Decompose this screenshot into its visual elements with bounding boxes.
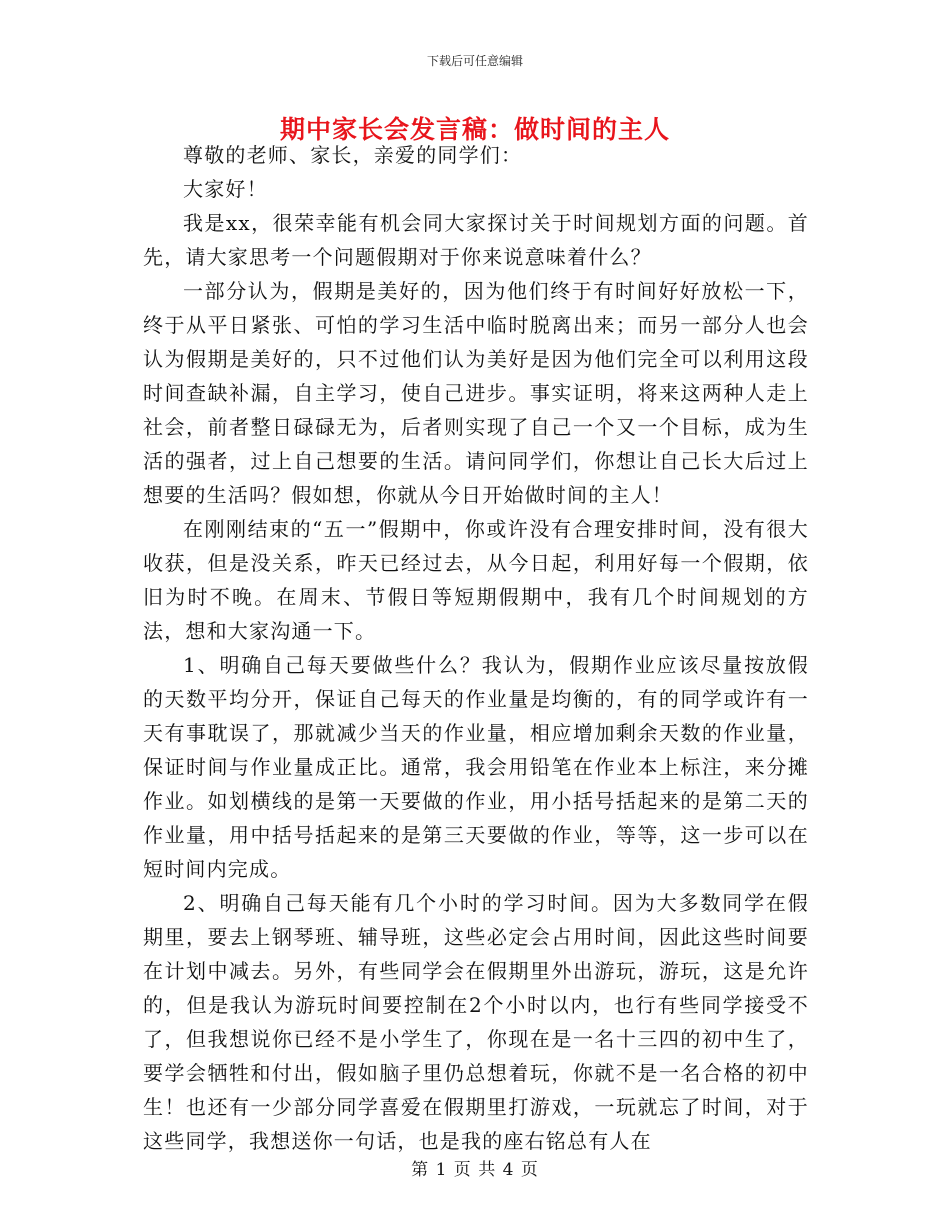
document-title: 期中家长会发言稿：做时间的主人 <box>279 115 670 144</box>
paragraph-may-day: 在刚刚结束的“五一”假期中，你或许没有合理安排时间，没有很大收获，但是没关系，昨天已经过去，从今日起，利用好每一个假期，依旧为时不晚。在周末、节假日等短期假期中，我有几个时间规划的方法，想和大家沟通一下。 <box>143 517 809 643</box>
paragraph-salutation: 尊敬的老师、家长，亲爱的同学们： <box>183 143 523 167</box>
paragraph-method-1: 1、明确自己每天要做些什么？我认为，假期作业应该尽量按放假的天数平均分开，保证自己每天的作业量是均衡的，有的同学或许有一天有事耽误了，那就减少当天的作业量，相应增加剩余天数的作业量，保证时间与作业量成正比。通常，我会用铅笔在作业本上标注，来分摊作业。如划横线的是第一天要做的作业，用小括号括起来的是第二天的作业量，用中括号括起来的是第三天要做的作业，等等，这一步可以在短时间内完成。 <box>143 653 809 881</box>
paragraph-method-2: 2、明确自己每天能有几个小时的学习时间。因为大多数同学在假期里，要去上钢琴班、辅导班，这些必定会占用时间，因此这些时间要在计划中减去。另外，有些同学会在假期里外出游玩，游玩，这是允许的，但是我认为游玩时间要控制在2个小时以内，也行有些同学接受不了，但我想说你已经不是小学生了，你现在是一名十三四的初中生了，要学会牺牲和付出，假如脑子里仍总想着玩，你就不是一名合格的初中生！也还有一少部分同学喜爱在假期里打游戏，一玩就忘了时间，对于这些同学，我想送你一句话，也是我的座右铭总有人在 <box>143 891 809 1153</box>
paragraph-vacation-views: 一部分认为，假期是美好的，因为他们终于有时间好好放松一下，终于从平日紧张、可怕的学习生活中临时脱离出来；而另一部分人也会认为假期是美好的，只不过他们认为美好是因为他们完全可以利用这段时间查缺补漏，自主学习，使自己进步。事实证明，将来这两种人走上社会，前者整日碌碌无为，后者则实现了自己一个又一个目标，成为生活的强者，过上自己想要的生活。请问同学们，你想让自己长大后过上想要的生活吗？假如想，你就从今日开始做时间的主人！ <box>143 279 809 507</box>
page-header-note: 下载后可任意编辑 <box>426 54 523 68</box>
document-body <box>143 138 809 1158</box>
page-footer: 第 1 页 共 4 页 <box>411 1160 539 1180</box>
paragraph-intro: 我是xx，很荣幸能有机会同大家探讨关于时间规划方面的问题。首先，请大家思考一个问题假期对于你来说意味着什么？ <box>143 211 809 269</box>
paragraph-greeting: 大家好！ <box>183 177 268 201</box>
